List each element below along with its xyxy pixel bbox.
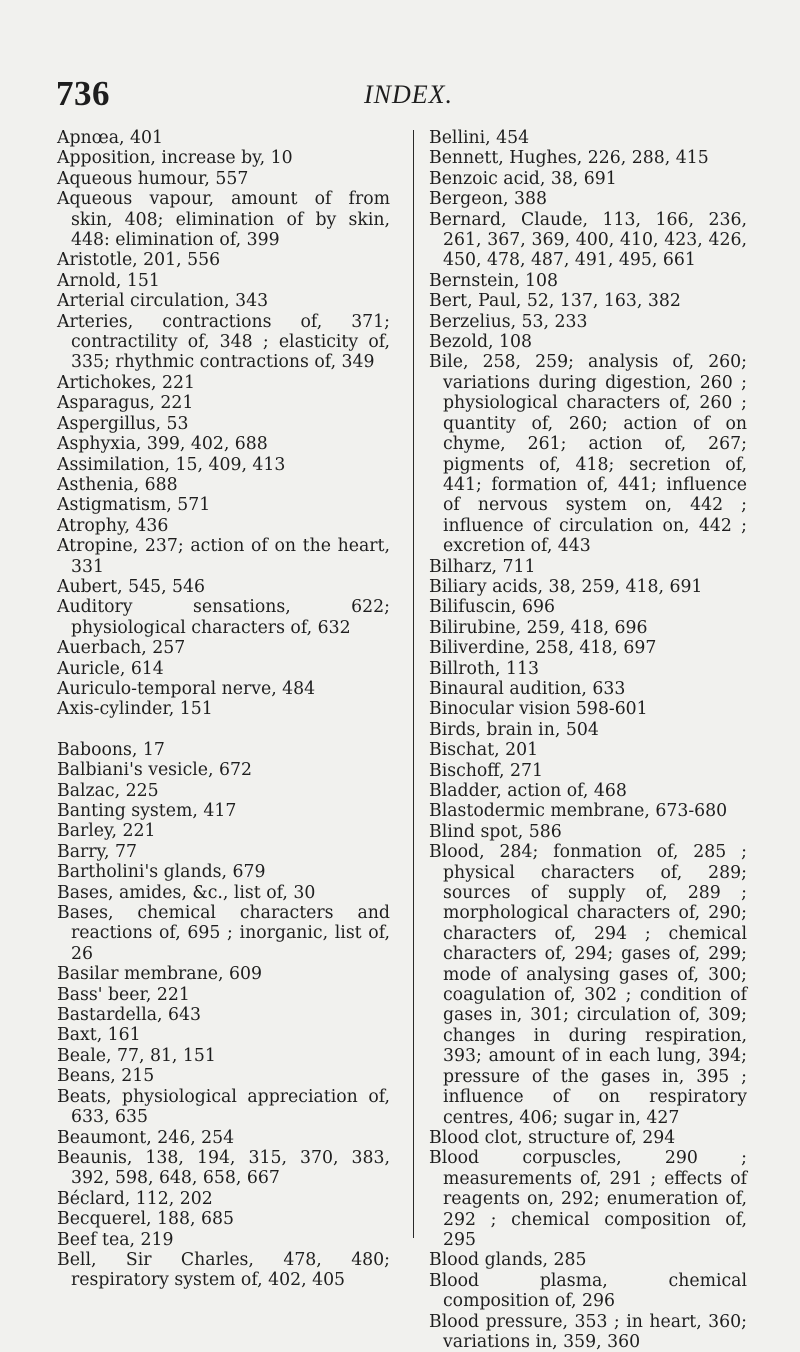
index-entry: Barry, 77 [57, 841, 137, 862]
index-entry: Atropine, 237; action of on the heart, 331 [57, 536, 390, 577]
index-entry: Binaural audition, 633 [429, 678, 626, 699]
index-group-b [57, 740, 390, 1291]
index-entry: Apposition, increase by, 10 [57, 148, 293, 169]
index-entry: Bert, Paul, 52, 137, 163, 382 [429, 291, 681, 312]
index-entry: Aqueous vapour, amount of from skin, 408; elimination of by skin, 448: elimination of, 399 [57, 189, 390, 251]
index-entry: Bergeon, 388 [429, 189, 547, 210]
index-entry: Bilirubine, 259, 418, 696 [429, 617, 648, 638]
index-entry: Bartholini's glands, 679 [57, 862, 266, 883]
index-entry: Beaumont, 246, 254 [57, 1127, 235, 1148]
index-entry: Bastardella, 643 [57, 1005, 201, 1026]
index-column-left [57, 128, 390, 1291]
index-entry: Astigmatism, 571 [57, 495, 211, 516]
index-entry: Aristotle, 201, 556 [57, 250, 221, 271]
index-entry: Bilifuscin, 696 [429, 597, 555, 618]
index-entry: Blind spot, 586 [429, 821, 562, 842]
index-entry: Bischoff, 271 [429, 760, 543, 781]
index-entry: Bezold, 108 [429, 332, 532, 353]
running-title: INDEX. [364, 80, 454, 109]
index-entry: Baxt, 161 [57, 1025, 141, 1046]
index-entry: Artichokes, 221 [57, 372, 195, 393]
index-entry: Blood clot, structure of, 294 [429, 1127, 676, 1148]
index-entry: Bile, 258, 259; analysis of, 260; variations during digestion, 260 ; physiological characters of, 260 ; quantity of, 260; action of on chyme, 261; action of, 267; pigments of, 418; secretion of, 441; formation of, 441; influence of nervous system on, 442 ; influence of circulation on, 442 ; excretion of, 443 [429, 352, 747, 557]
page-header [52, 74, 752, 114]
index-entry: Aspergillus, 53 [57, 413, 189, 434]
index-entry: Blood glands, 285 [429, 1250, 587, 1271]
index-entry: Blood plasma, chemical composition of, 296 [429, 1270, 747, 1312]
index-entry: Bernstein, 108 [429, 270, 558, 291]
index-entry: Blood corpuscles, 290 ; measurements of, 291 ; effects of reagents on, 292; enumeration of, 292 ; chemical composition of, 295 [429, 1148, 747, 1250]
index-entry: Assimilation, 15, 409, 413 [57, 454, 286, 475]
index-entry: Beef tea, 219 [57, 1229, 174, 1250]
index-entry: Blood, 284; fonmation of, 285 ; physical characters of, 289; sources of supply of, 289 ; morphological characters of, 290; characters of, 294 ; chemical characters of, 294; gases of, 299; mode of analysing gases of, 300; coagulation of, 302 ; condition of gases in, 301; circulation of, 309; changes in during respiration, 393; amount of in each lung, 394; pressure of the gases in, 395 ; influence of on respiratory centres, 406; sugar in, 427 [429, 842, 747, 1128]
index-entry: Auriculo-temporal nerve, 484 [57, 678, 316, 699]
index-entry: Blastodermic membrane, 673-680 [429, 801, 728, 822]
index-entry: Balzac, 225 [57, 780, 159, 801]
index-group-a [57, 128, 390, 720]
index-entry: Bennett, Hughes, 226, 288, 415 [429, 148, 709, 169]
index-entry: Binocular vision 598-601 [429, 699, 648, 720]
index-entry: Barley, 221 [57, 821, 156, 842]
index-entry: Balbiani's vesicle, 672 [57, 760, 252, 781]
group-gap [57, 720, 390, 740]
index-group-b-continued [429, 128, 747, 1352]
index-entry: Bellini, 454 [429, 128, 530, 148]
index-entry: Apnœa, 401 [57, 128, 164, 148]
index-entry: Auditory sensations, 622; physiological characters of, 632 [57, 597, 390, 638]
column-divider [413, 130, 414, 1238]
index-entry: Béclard, 112, 202 [57, 1188, 213, 1209]
index-entry: Asphyxia, 399, 402, 688 [57, 434, 268, 455]
index-entry: Aqueous humour, 557 [57, 168, 249, 189]
page-number: 736 [56, 74, 110, 113]
index-entry: Bladder, action of, 468 [429, 781, 627, 801]
index-entry: Birds, brain in, 504 [429, 719, 599, 740]
index-entry: Atrophy, 436 [57, 515, 169, 536]
index-entry: Banting system, 417 [57, 801, 237, 821]
index-column-right [429, 128, 747, 1352]
index-entry: Beats, physiological appreciation of, 633, 635 [57, 1086, 390, 1128]
index-entry: Biliverdine, 258, 418, 697 [429, 638, 657, 659]
index-entry: Arnold, 151 [57, 270, 160, 291]
index-entry: Benzoic acid, 38, 691 [429, 168, 617, 189]
index-entry: Asthenia, 688 [57, 474, 178, 495]
index-entry: Aubert, 545, 546 [57, 576, 206, 597]
index-entry: Arterial circulation, 343 [57, 291, 269, 312]
index-entry: Blood pressure, 353 ; in heart, 360; variations in, 359, 360 [429, 1311, 747, 1352]
index-entry: Biliary acids, 38, 259, 418, 691 [429, 576, 703, 597]
index-entry: Bases, amides, &c., list of, 30 [57, 882, 316, 903]
index-entry: Auerbach, 257 [57, 638, 186, 659]
index-entry: Arteries, contractions of, 371; contractility of, 348 ; elasticity of, 335; rhythmic contractions of, 349 [57, 311, 390, 373]
index-entry: Bell, Sir Charles, 478, 480; respiratory system of, 402, 405 [57, 1249, 390, 1291]
index-entry: Auricle, 614 [57, 658, 164, 679]
index-entry: Billroth, 113 [429, 658, 539, 679]
index-entry: Axis-cylinder, 151 [57, 699, 213, 720]
index-entry: Becquerel, 188, 685 [57, 1209, 234, 1230]
index-entry: Bases, chemical characters and reactions of, 695 ; inorganic, list of, 26 [57, 903, 390, 964]
index-entry: Beaunis, 138, 194, 315, 370, 383, 392, 598, 648, 658, 667 [57, 1147, 390, 1189]
index-entry: Berzelius, 53, 233 [429, 311, 588, 332]
index-entry: Asparagus, 221 [57, 393, 194, 414]
index-entry: Basilar membrane, 609 [57, 964, 262, 985]
index-entry: Bischat, 201 [429, 740, 539, 761]
index-entry: Beans, 215 [57, 1066, 155, 1087]
index-entry: Beale, 77, 81, 151 [57, 1045, 216, 1066]
index-entry: Bernard, Claude, 113, 166, 236, 261, 367, 369, 400, 410, 423, 426, 450, 478, 487, 491, 495, 661 [429, 209, 747, 271]
index-entry: Bilharz, 711 [429, 556, 536, 577]
index-entry: Baboons, 17 [57, 739, 165, 760]
index-entry: Bass' beer, 221 [57, 984, 190, 1005]
